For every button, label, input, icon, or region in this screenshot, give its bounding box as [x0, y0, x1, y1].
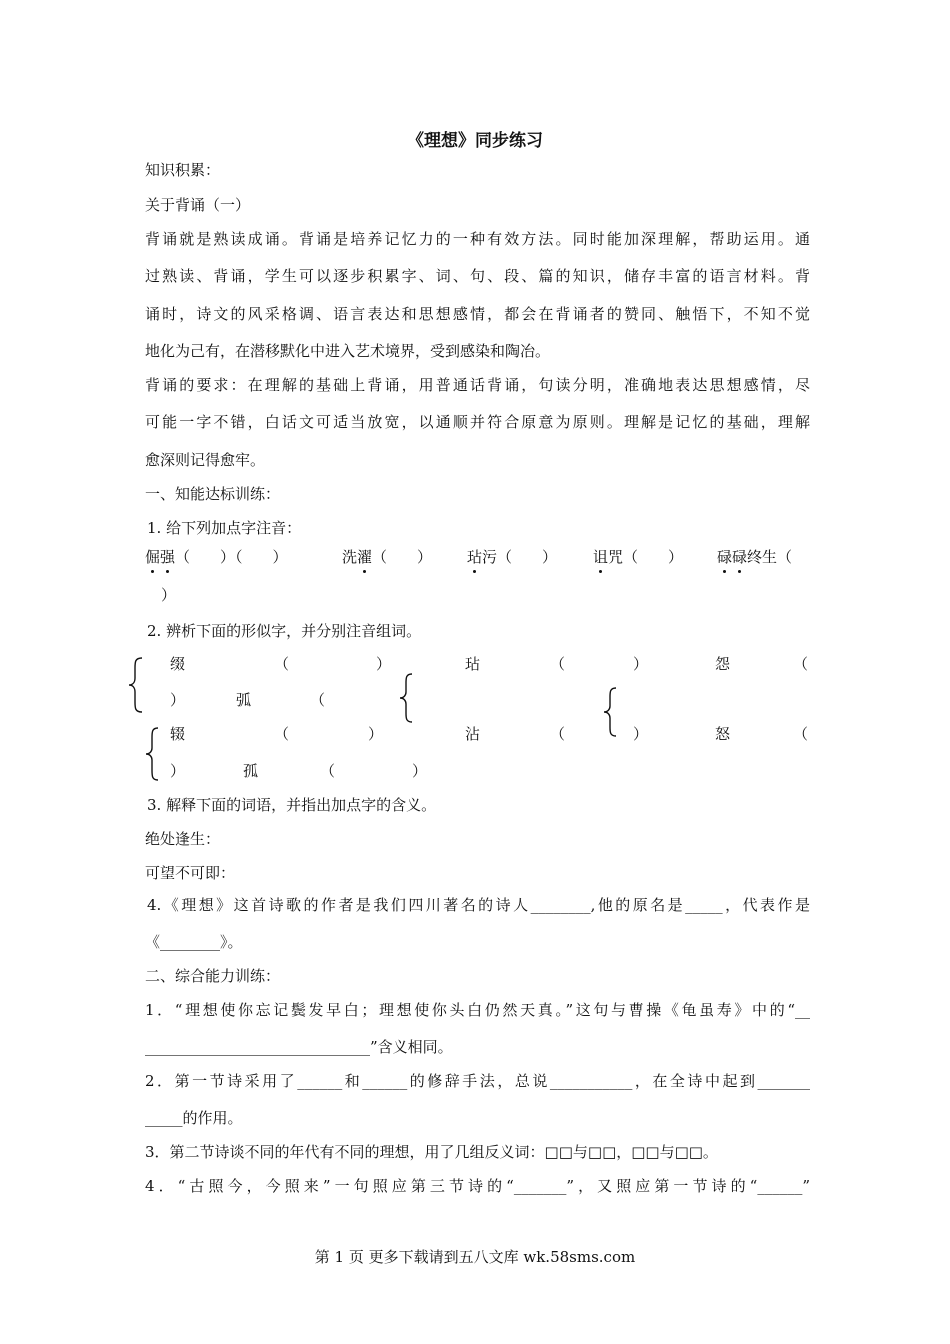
answer-blank: 咒（ ）	[608, 548, 684, 566]
question-1-text: 1. 给下列加点字注音：	[147, 519, 302, 537]
dotted-char: 诅	[593, 548, 609, 566]
section1-heading: 一、知能达标训练：	[145, 485, 281, 503]
s2-question-1-line: ______________________________”含义相同。	[145, 1038, 453, 1056]
question-2-text: 2. 辨析下面的形似字，并分别注音组词。	[147, 622, 422, 640]
s2-question-1-line: 1．“理想使你忘记鬓发早白；理想使你头白仍然天真。”这句与曹操《龟虽寿》中的“__	[145, 1001, 810, 1019]
bracket-cell: （	[310, 691, 326, 709]
bracket-cell: ）	[412, 762, 428, 780]
answer-blank: 终生（	[747, 548, 793, 566]
knowledge-subheading: 关于背诵（一）	[145, 196, 251, 214]
dotted-char: 倔	[145, 548, 161, 566]
knowledge-heading: 知识积累：	[145, 161, 221, 179]
question-3-b: 可望不可即：	[145, 864, 236, 882]
curly-brace-icon	[126, 656, 146, 714]
bracket-cell: ）	[170, 691, 186, 709]
bracket-cell: （	[550, 725, 566, 743]
para2-line: 背诵的要求：在理解的基础上背诵，用普通话背诵，句读分明，准确地表达思想感情，尽	[145, 376, 810, 394]
char-cell: 怨	[715, 655, 731, 673]
para2-line: 愈深则记得愈牢。	[145, 451, 266, 469]
dotted-char: 濯	[357, 548, 373, 566]
pinyin-item	[593, 547, 683, 567]
bracket-cell: （	[550, 655, 566, 673]
question-3-a: 绝处逢生：	[145, 830, 221, 848]
curly-brace-icon	[144, 726, 162, 782]
char-cell: 孤	[243, 762, 259, 780]
pinyin-item	[342, 547, 432, 567]
answer-blank: 污（ ）	[482, 548, 558, 566]
bracket-cell: （	[320, 762, 336, 780]
pinyin-item	[145, 547, 288, 567]
char-cell: 辍	[170, 725, 186, 743]
char-cell: 缀	[170, 655, 186, 673]
bracket-cell: （	[274, 655, 290, 673]
question-3-text: 3. 解释下面的词语，并指出加点字的含义。	[147, 796, 437, 814]
dotted-char: 碌	[717, 548, 733, 566]
s2-question-3: 3．第二节诗谈不同的年代有不同的理想，用了几组反义词：□□与□□，□□与□□。	[145, 1143, 718, 1161]
answer-blank: （ ）	[372, 548, 433, 566]
para1-line: 地化为己有，在潜移默化中进入艺术境界，受到感染和陶冶。	[145, 342, 551, 360]
para1-line: 背诵就是熟读成诵。背诵是培养记忆力的一种有效方法。同时能加深理解，帮助运用。通	[145, 230, 810, 248]
bracket-cell: （	[274, 725, 290, 743]
bracket-cell: ）	[633, 725, 649, 743]
question-4-line: 4.《理想》这首诗歌的作者是我们四川著名的诗人________,他的原名是_____，代表作是	[147, 896, 810, 914]
bracket-cell: ）	[633, 655, 649, 673]
answer-blank: （ ）（ ）	[175, 548, 288, 566]
bracket-cell: （	[793, 655, 809, 673]
dotted-char: 强	[160, 548, 176, 566]
char-cell: 玷	[465, 655, 481, 673]
curly-brace-icon	[398, 672, 416, 724]
section2-heading: 二、综合能力训练：	[145, 967, 281, 985]
s2-question-2-line: 2．第一节诗采用了______和______的修辞手法，总说___________，在全诗中起到_______	[145, 1072, 810, 1090]
curly-brace-icon	[602, 686, 620, 738]
para1-line: 诵时，诗文的风采格调、语言表达和思想感情，都会在背诵者的赞同、触悟下，不知不觉	[145, 305, 810, 323]
s2-question-4: 4．“古照今，今照来”一句照应第三节诗的“_______”，又照应第一节诗的“______”	[145, 1177, 810, 1195]
bracket-cell: ）	[376, 655, 392, 673]
question-4-line: 《________》。	[145, 933, 243, 951]
page-footer: 第 1 页 更多下载请到五八文库 wk.58sms.com	[314, 1248, 636, 1266]
page-title: 《理想》同步练习	[407, 131, 543, 151]
char-cell: 弧	[236, 691, 252, 709]
dotted-char: 玷	[467, 548, 483, 566]
bracket-cell: ）	[368, 725, 384, 743]
pinyin-item	[467, 547, 557, 567]
s2-question-2-line: _____的作用。	[145, 1109, 243, 1127]
bracket-cell: （	[793, 725, 809, 743]
char-cell: 沾	[465, 725, 481, 743]
char-cell: 怒	[715, 725, 731, 743]
char: 洗	[342, 548, 358, 566]
para1-line: 过熟读、背诵，学生可以逐步积累字、词、句、段、篇的知识，储存丰富的语言材料。背	[145, 267, 810, 285]
pinyin-item-continued: ）	[161, 586, 177, 604]
bracket-cell: ）	[170, 762, 186, 780]
dotted-char: 碌	[732, 548, 748, 566]
para2-line: 可能一字不错，白话文可适当放宽，以通顺并符合原意为原则。理解是记忆的基础，理解	[145, 413, 810, 431]
pinyin-item	[717, 547, 792, 567]
